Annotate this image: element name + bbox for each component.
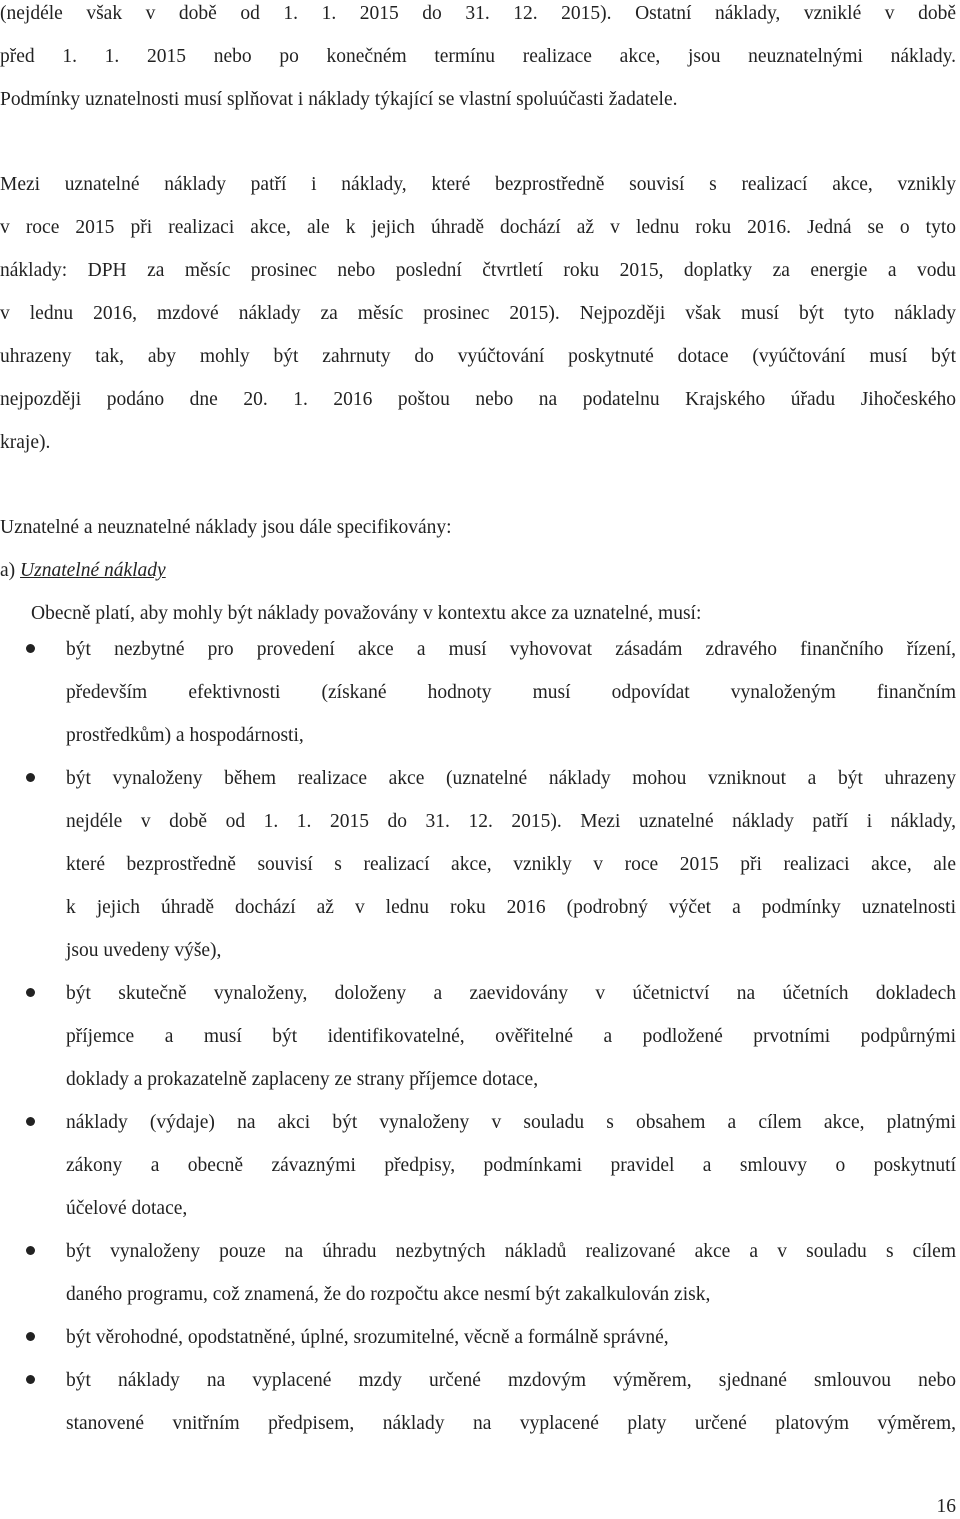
- list-item-line: náklady (výdaje) na akci být vynaloženy v souladu s obsahem a cílem akce, platnými: [66, 1112, 956, 1133]
- list-item-line: být věrohodné, opodstatněné, úplné, srozumitelné, věcně a formálně správné,: [66, 1327, 669, 1348]
- text-line: kraje).: [0, 432, 51, 453]
- list-item-line: které bezprostředně souvisí s realizací akce, vznikly v roce 2015 při realizaci akce, ale: [66, 854, 956, 875]
- section-heading: [0, 559, 956, 583]
- list-item-line: být vynaloženy během realizace akce (uznatelné náklady mohou vzniknout a být uhrazeny: [66, 768, 956, 789]
- list-item-line: být nezbytné pro provedení akce a musí vyhovovat zásadám zdravého finančního řízení,: [66, 639, 956, 660]
- list-item-line: být skutečně vynaloženy, doloženy a zaevidovány v účetnictví na účetních dokladech: [66, 983, 956, 1004]
- page-number: 16: [936, 1496, 956, 1517]
- list-item-line: prostředkům) a hospodárnosti,: [66, 725, 304, 746]
- list-item-line: účelové dotace,: [66, 1198, 188, 1219]
- lead-text: Obecně platí, aby mohly být náklady považovány v kontextu akce za uznatelné, musí:: [31, 603, 702, 624]
- text-line: Mezi uznatelné náklady patří i náklady, které bezprostředně souvisí s realizací akce, vznikly: [0, 174, 956, 195]
- text-line: náklady: DPH za měsíc prosinec nebo poslední čtvrtletí roku 2015, doplatky za energie a vodu: [0, 260, 956, 281]
- spec-intro: Uznatelné a neuznatelné náklady jsou dále specifikovány:: [0, 517, 452, 538]
- list-item-line: jsou uvedeny výše),: [66, 940, 222, 961]
- list-item-line: být vynaloženy pouze na úhradu nezbytných nákladů realizované akce a v souladu s cílem: [66, 1241, 956, 1262]
- list-item-line: daného programu, což znamená, že do rozpočtu akce nesmí být zakalkulován zisk,: [66, 1284, 711, 1305]
- bullet-icon: [26, 988, 35, 997]
- bullet-icon: [26, 1332, 35, 1341]
- text-line: v roce 2015 při realizaci akce, ale k jejich úhradě dochází až v lednu roku 2016. Jedná se o tyto: [0, 217, 956, 238]
- text-line: v lednu 2016, mzdové náklady za měsíc prosinec 2015). Nejpozději však musí být tyto náklady: [0, 303, 956, 324]
- section-prefix: a): [0, 560, 16, 581]
- list-item-line: stanovené vnitřním předpisem, náklady na vyplacené platy určené platovým výměrem,: [66, 1413, 956, 1434]
- text-line: (nejdéle však v době od 1. 1. 2015 do 31. 12. 2015). Ostatní náklady, vzniklé v době: [0, 3, 956, 24]
- list-item-line: zákony a obecně závaznými předpisy, podmínkami pravidel a smlouvy o poskytnutí: [66, 1155, 956, 1176]
- text-line: Podmínky uznatelnosti musí splňovat i náklady týkající se vlastní spoluúčasti žadatele.: [0, 89, 678, 110]
- list-item-line: doklady a prokazatelně zaplaceny ze strany příjemce dotace,: [66, 1069, 539, 1090]
- list-item-line: příjemce a musí být identifikovatelné, ověřitelné a podložené prvotními podpůrnými: [66, 1026, 956, 1047]
- bullet-icon: [26, 644, 35, 653]
- bullet-icon: [26, 773, 35, 782]
- bullet-icon: [26, 1246, 35, 1255]
- bullet-icon: [26, 1375, 35, 1384]
- list-item-line: být náklady na vyplacené mzdy určené mzdovým výměrem, sjednané smlouvou nebo: [66, 1370, 956, 1391]
- section-title: Uznatelné náklady: [20, 560, 166, 581]
- text-line: nejpozději podáno dne 20. 1. 2016 poštou nebo na podatelnu Krajského úřadu Jihočeského: [0, 389, 956, 410]
- text-line: uhrazeny tak, aby mohly být zahrnuty do vyúčtování poskytnuté dotace (vyúčtování musí být: [0, 346, 956, 367]
- text-line: před 1. 1. 2015 nebo po konečném termínu realizace akce, jsou neuznatelnými náklady.: [0, 46, 956, 67]
- list-item-line: nejdéle v době od 1. 1. 2015 do 31. 12. 2015). Mezi uznatelné náklady patří i náklady,: [66, 811, 956, 832]
- list-item-line: k jejich úhradě dochází až v lednu roku 2016 (podrobný výčet a podmínky uznatelnosti: [66, 897, 956, 918]
- bullet-icon: [26, 1117, 35, 1126]
- list-item-line: především efektivnosti (získané hodnoty musí odpovídat vynaloženým finančním: [66, 682, 956, 703]
